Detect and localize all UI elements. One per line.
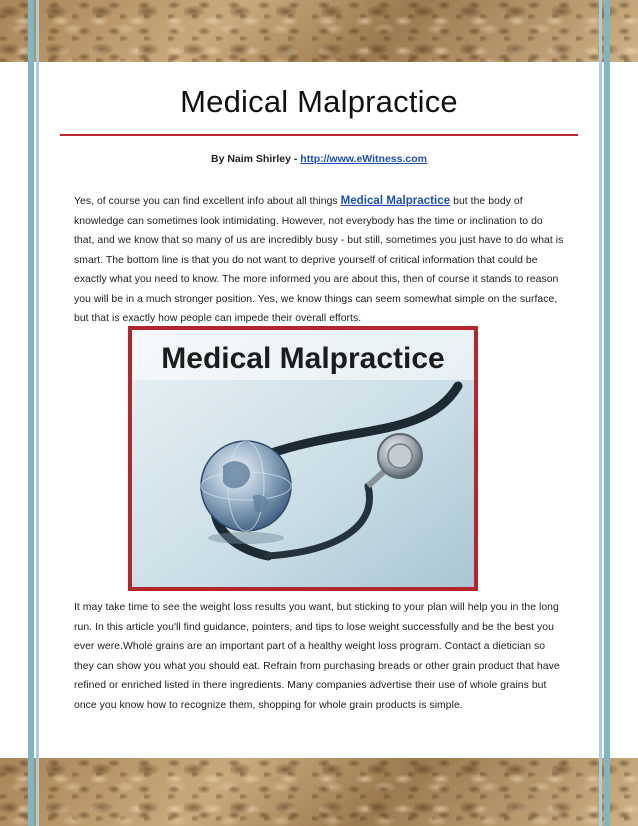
globe-graphic (201, 441, 291, 531)
byline (74, 153, 564, 165)
globe-shadow (208, 532, 284, 544)
page-title: Medical Malpractice (180, 84, 458, 119)
medical-malpractice-image (128, 326, 478, 591)
right-stripe-inner (599, 0, 602, 826)
byline-link[interactable]: http://www.eWitness.com (300, 153, 427, 165)
stone-border-bottom (0, 758, 638, 826)
document-page (74, 62, 564, 711)
image-caption-text: Medical Malpractice (161, 342, 445, 375)
keyword-link[interactable]: Medical Malpractice (340, 195, 451, 207)
title-rule (60, 134, 578, 136)
right-stripe-outer (604, 0, 610, 826)
paragraph-2: It may take time to see the weight loss results you want, but sticking to your plan will help you in the long run. In this article you'll find guidance, pointers, and tips to lose weight successfully and be the best you ever were.Whole grains are an important part of a healthy weight loss program. Contact a dietician so they can show you what you should eat. Refrain from purchasing breads or other grain product that have refined or enriched listed in there ingredients. Many companies advertise their use of whole grains but once you know how to recognize them, shopping for whole grain products is simple. (74, 602, 560, 711)
left-stripe-inner (36, 0, 39, 826)
paragraph-1-rest: but the body of knowledge can sometimes look intimidating. However, not everybody has the time or inclination to do that, and we know that so many of us are incredibly busy - but still, sometimes you just have to do what is smart. The bottom line is that you do not want to deprive yourself of critical information that could be exactly what you need to know. The more informed you are about this, then of course it stands to reason you will be in a much stronger position. Yes, we know things can seem somewhat simple on the surface, but that is exactly how people can impede their overall efforts. (74, 196, 564, 324)
byline-author: By Naim Shirley - (211, 153, 301, 165)
stone-border-top (0, 0, 638, 62)
left-stripe-outer (28, 0, 34, 826)
paragraph-1 (74, 192, 564, 329)
paragraph-1-start: Yes, of course you can find excellent info about all things (74, 196, 341, 207)
